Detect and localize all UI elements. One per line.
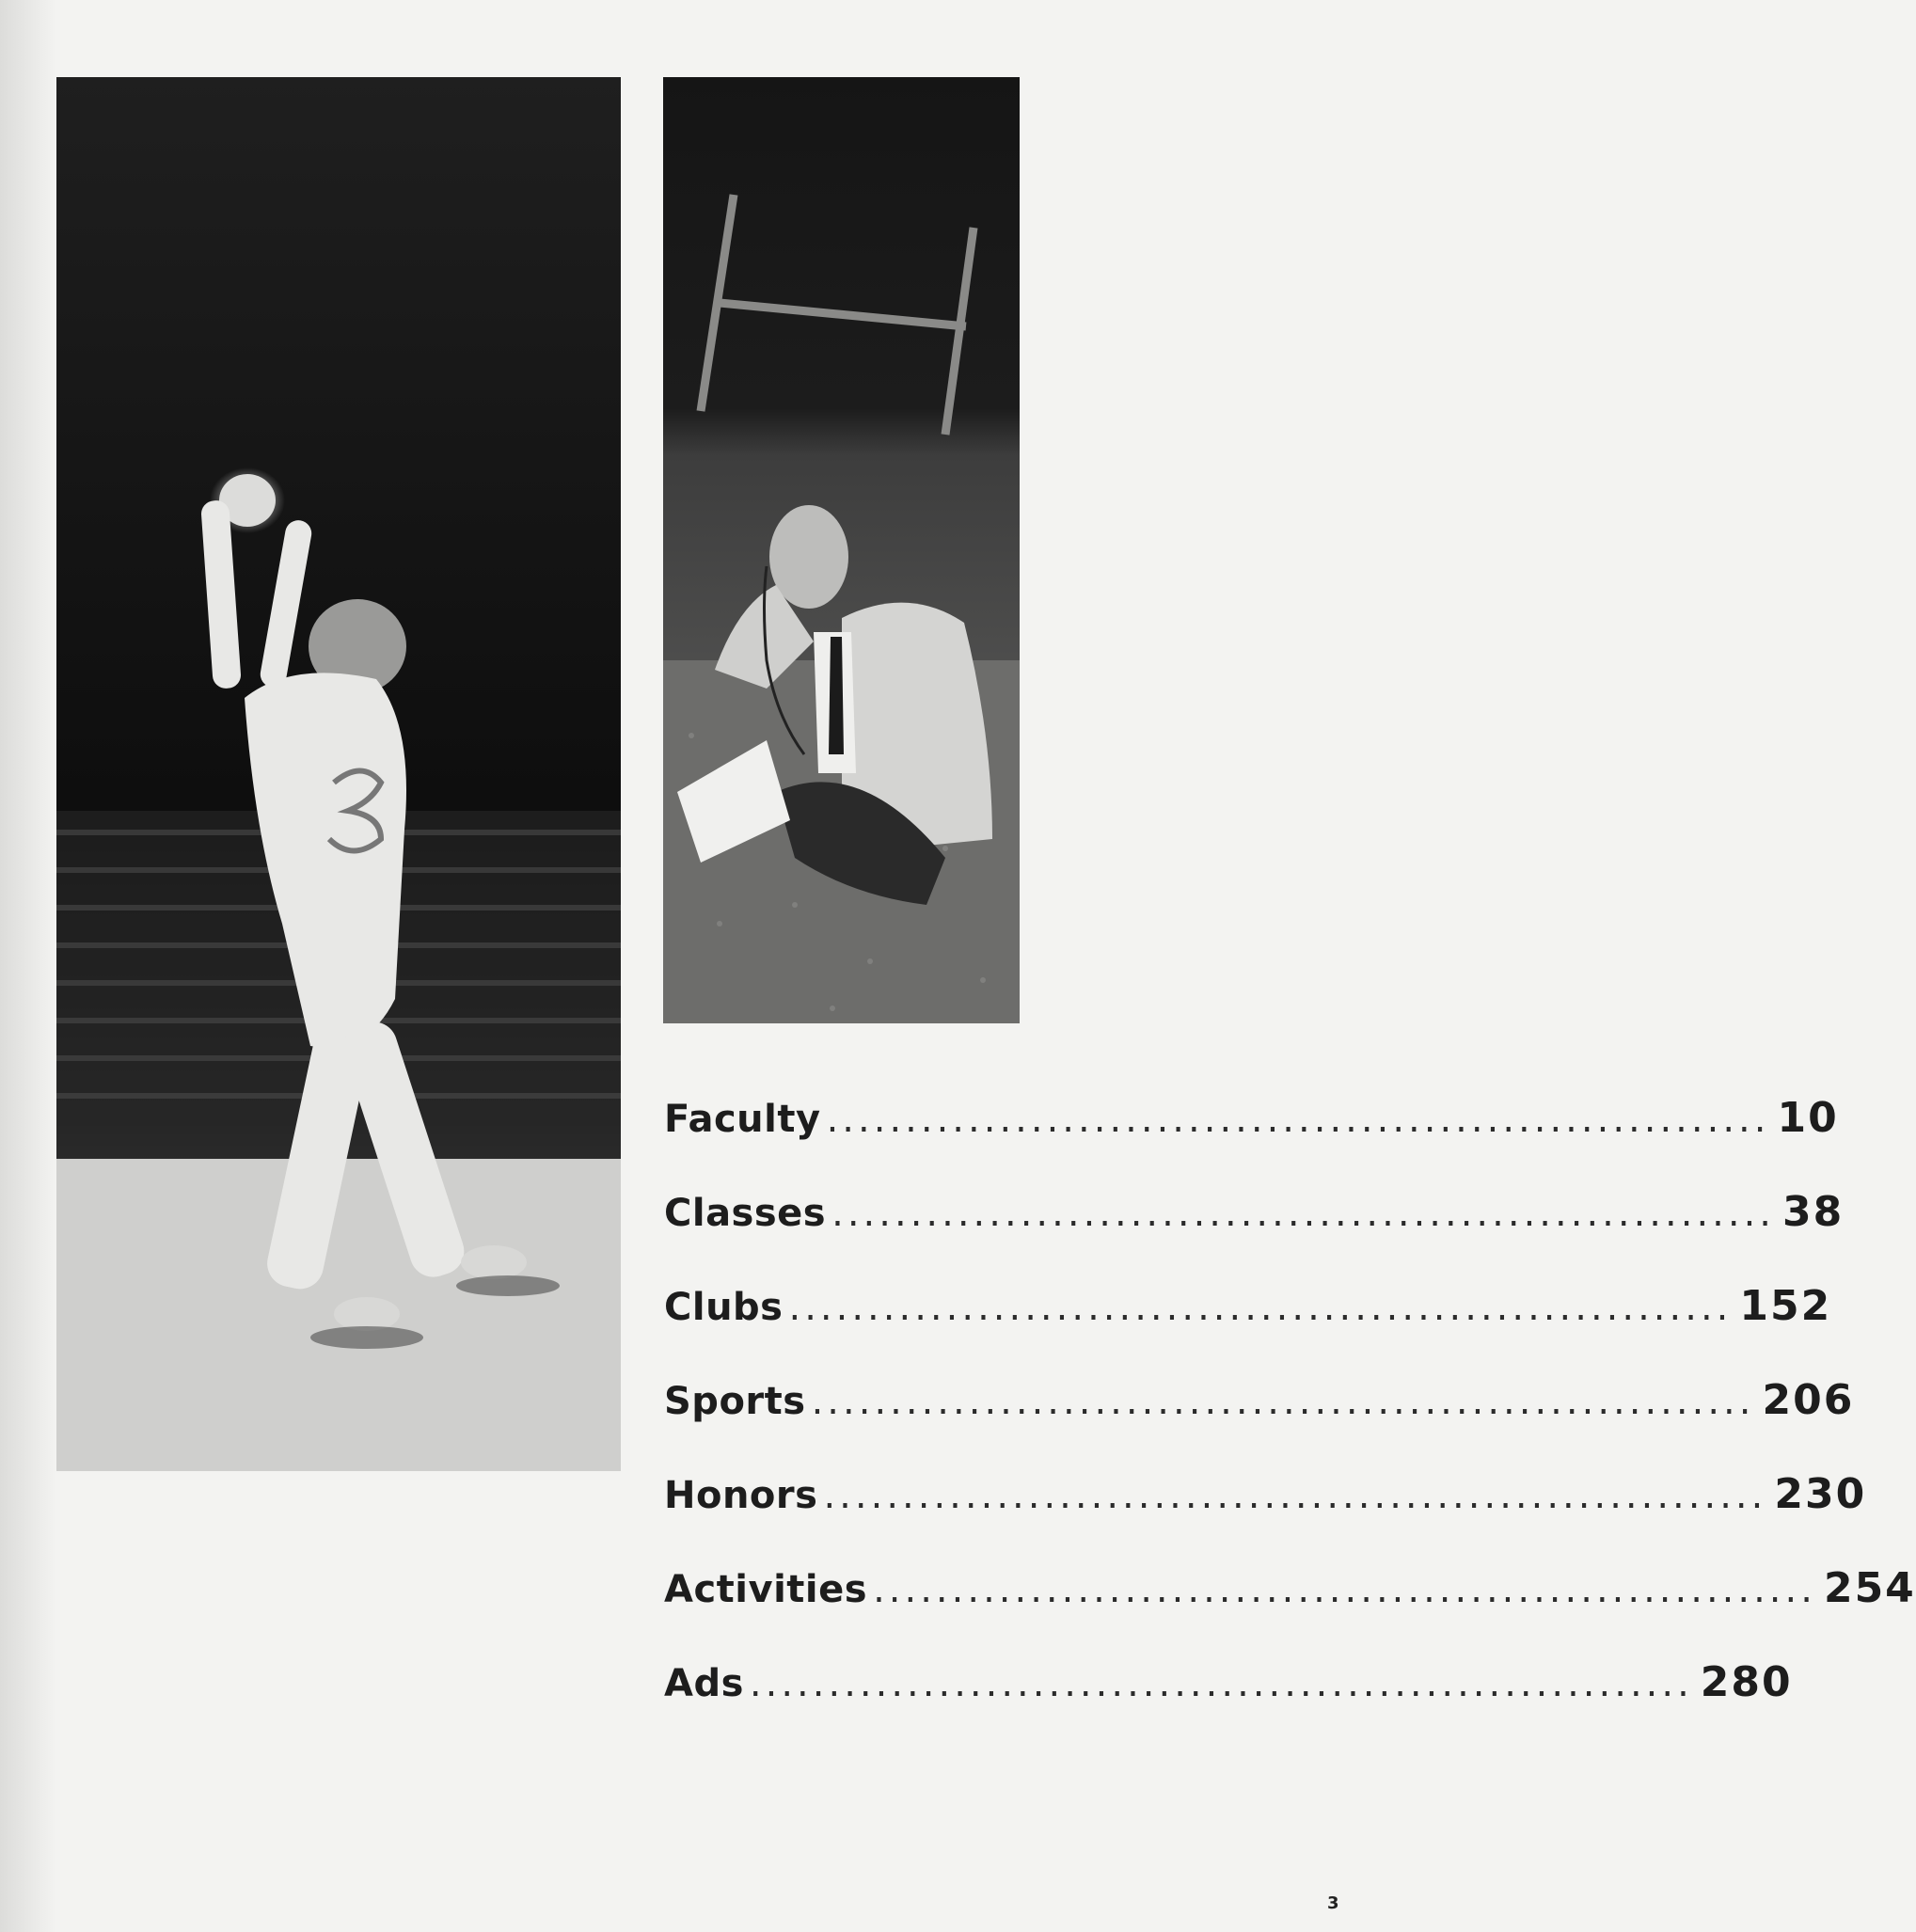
toc-label: Ads xyxy=(664,1662,744,1705)
page-gutter-shadow xyxy=(0,0,56,1932)
toc-entry-clubs[interactable] xyxy=(664,1282,1832,1376)
football-player-photo xyxy=(56,77,621,1471)
toc-label: Sports xyxy=(664,1380,806,1423)
toc-leader-dots: ............................................................ xyxy=(823,1474,1767,1517)
table-of-contents xyxy=(664,1094,1916,1752)
toc-page-number: 10 xyxy=(1777,1094,1839,1142)
toc-entry-activities[interactable] xyxy=(664,1564,1916,1658)
toc-page-number: 280 xyxy=(1700,1658,1793,1706)
toc-leader-dots: ............................................................ xyxy=(826,1098,1770,1141)
toc-leader-dots: ............................................................ xyxy=(749,1662,1693,1705)
toc-page-number: 206 xyxy=(1762,1376,1855,1424)
toc-page-number: 230 xyxy=(1774,1470,1867,1518)
toc-label: Faculty xyxy=(664,1098,821,1141)
coach-photo xyxy=(663,77,1020,1023)
football-player-icon xyxy=(56,77,621,1471)
toc-label: Honors xyxy=(664,1474,818,1517)
page-number: 3 xyxy=(1327,1893,1339,1913)
toc-page-number: 254 xyxy=(1823,1564,1916,1612)
toc-label: Activities xyxy=(664,1568,868,1611)
toc-label: Clubs xyxy=(664,1286,784,1329)
toc-entry-faculty[interactable] xyxy=(664,1094,1839,1188)
toc-leader-dots: ............................................................ xyxy=(788,1286,1733,1329)
toc-label: Classes xyxy=(664,1192,827,1235)
toc-leader-dots: ............................................................ xyxy=(873,1568,1816,1611)
toc-page-number: 38 xyxy=(1782,1188,1845,1236)
toc-leader-dots: ............................................................ xyxy=(811,1380,1755,1423)
toc-entry-classes[interactable] xyxy=(664,1188,1845,1282)
coach-on-phone-icon xyxy=(663,77,1020,1023)
toc-entry-sports[interactable] xyxy=(664,1376,1855,1470)
toc-entry-honors[interactable] xyxy=(664,1470,1867,1564)
toc-page-number: 152 xyxy=(1739,1282,1832,1330)
toc-leader-dots: ............................................................ xyxy=(831,1192,1776,1235)
toc-entry-ads[interactable] xyxy=(664,1658,1793,1752)
